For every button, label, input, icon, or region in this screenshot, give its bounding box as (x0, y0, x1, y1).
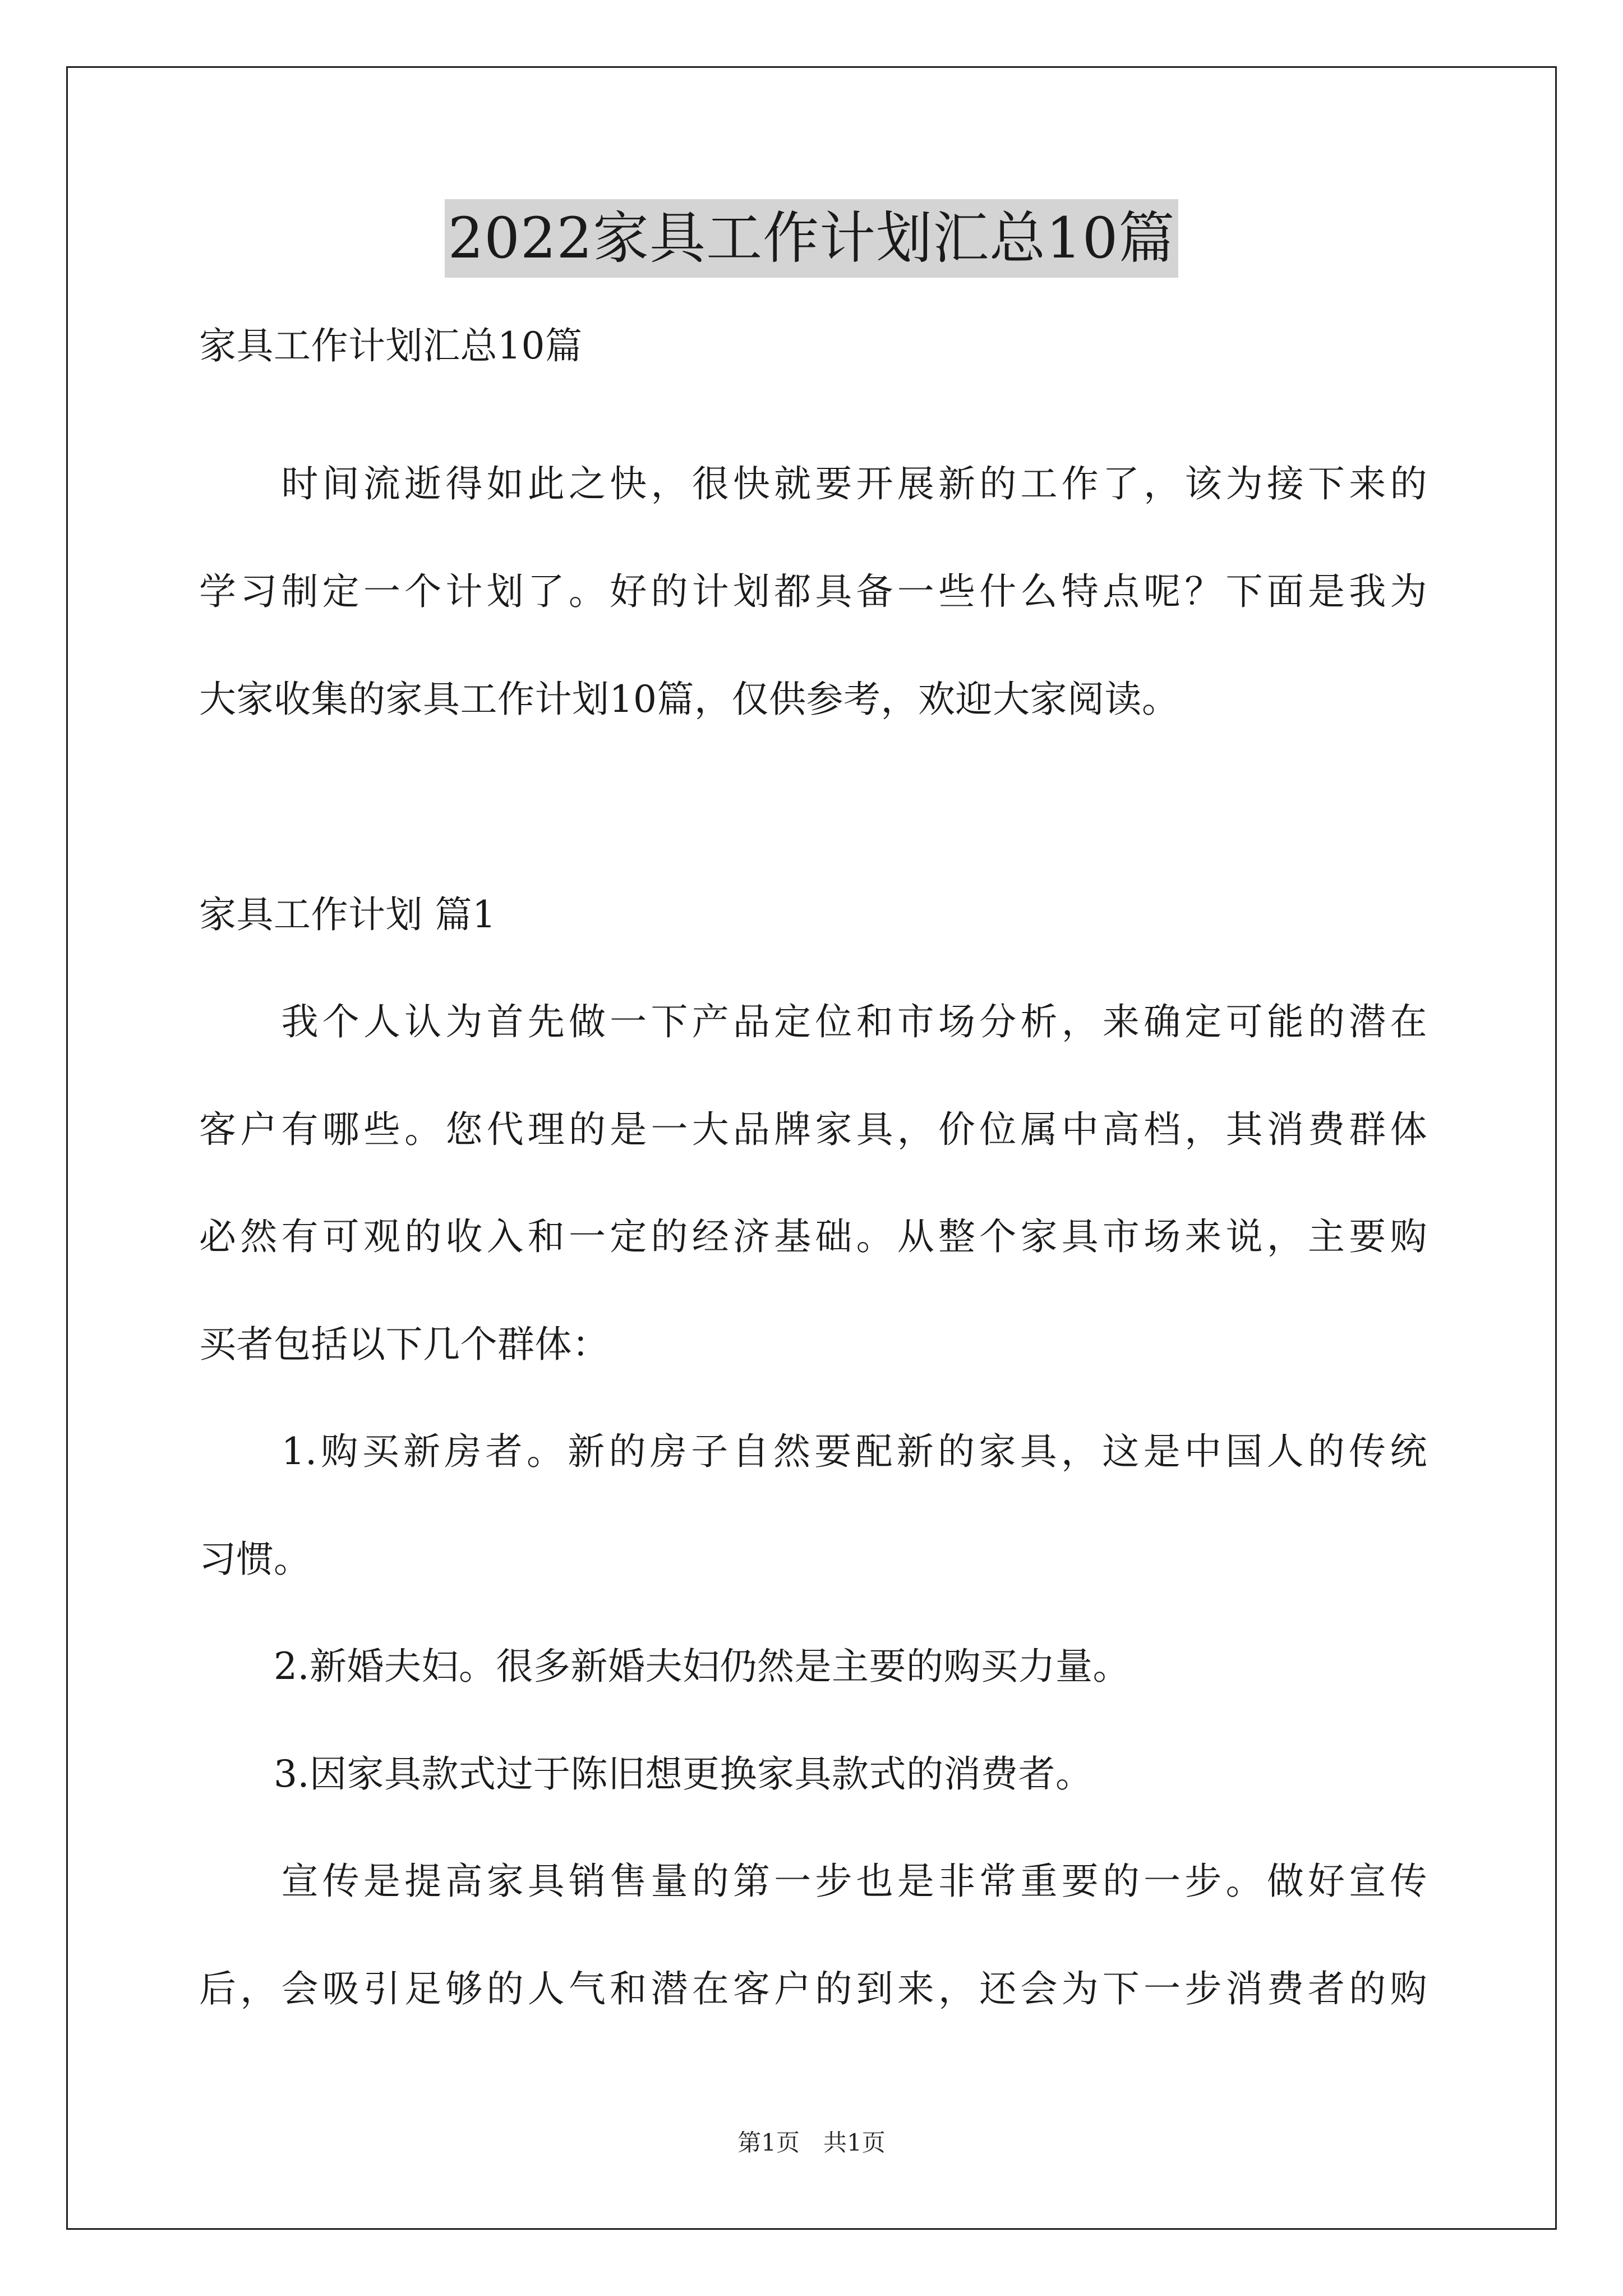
paragraph-line: 买者包括以下几个群体： (199, 1323, 610, 1366)
title-container (0, 199, 1623, 278)
paragraph-line: 必然有可观的收入和一定的经济基础。从整个家具市场来说，主要购 (199, 1215, 1427, 1258)
section-heading: 家具工作计划 篇1 (199, 893, 496, 936)
list-item-line: 1.购买新房者。新的房子自然要配新的家具，这是中国人的传统 (199, 1430, 1427, 1473)
paragraph-line: 时间流逝得如此之快，很快就要开展新的工作了，该为接下来的 (199, 462, 1427, 505)
paragraph-line: 宣传是提高家具销售量的第一步也是非常重要的一步。做好宣传 (199, 1860, 1427, 1903)
paragraph-line: 大家收集的家具工作计划10篇，仅供参考，欢迎大家阅读。 (199, 678, 1179, 721)
paragraph-line: 我个人认为首先做一下产品定位和市场分析，来确定可能的潜在 (199, 1000, 1427, 1043)
page-footer: 第1页 共1页 (737, 2129, 886, 2156)
list-item-line: 3.因家具款式过于陈旧想更换家具款式的消费者。 (199, 1752, 1093, 1796)
paragraph-line: 客户有哪些。您代理的是一大品牌家具，价位属中高档，其消费群体 (199, 1108, 1427, 1151)
document-subtitle: 家具工作计划汇总10篇 (199, 324, 583, 367)
list-item-line: 习惯。 (199, 1538, 311, 1581)
list-item-line: 2.新婚夫妇。很多新婚夫妇仍然是主要的购买力量。 (199, 1645, 1130, 1688)
document-title: 2022家具工作计划汇总10篇 (445, 199, 1179, 278)
paragraph-line: 后，会吸引足够的人气和潜在客户的到来，还会为下一步消费者的购 (199, 1967, 1427, 2010)
paragraph-line: 学习制定一个计划了。好的计划都具备一些什么特点呢？下面是我为 (199, 570, 1427, 613)
